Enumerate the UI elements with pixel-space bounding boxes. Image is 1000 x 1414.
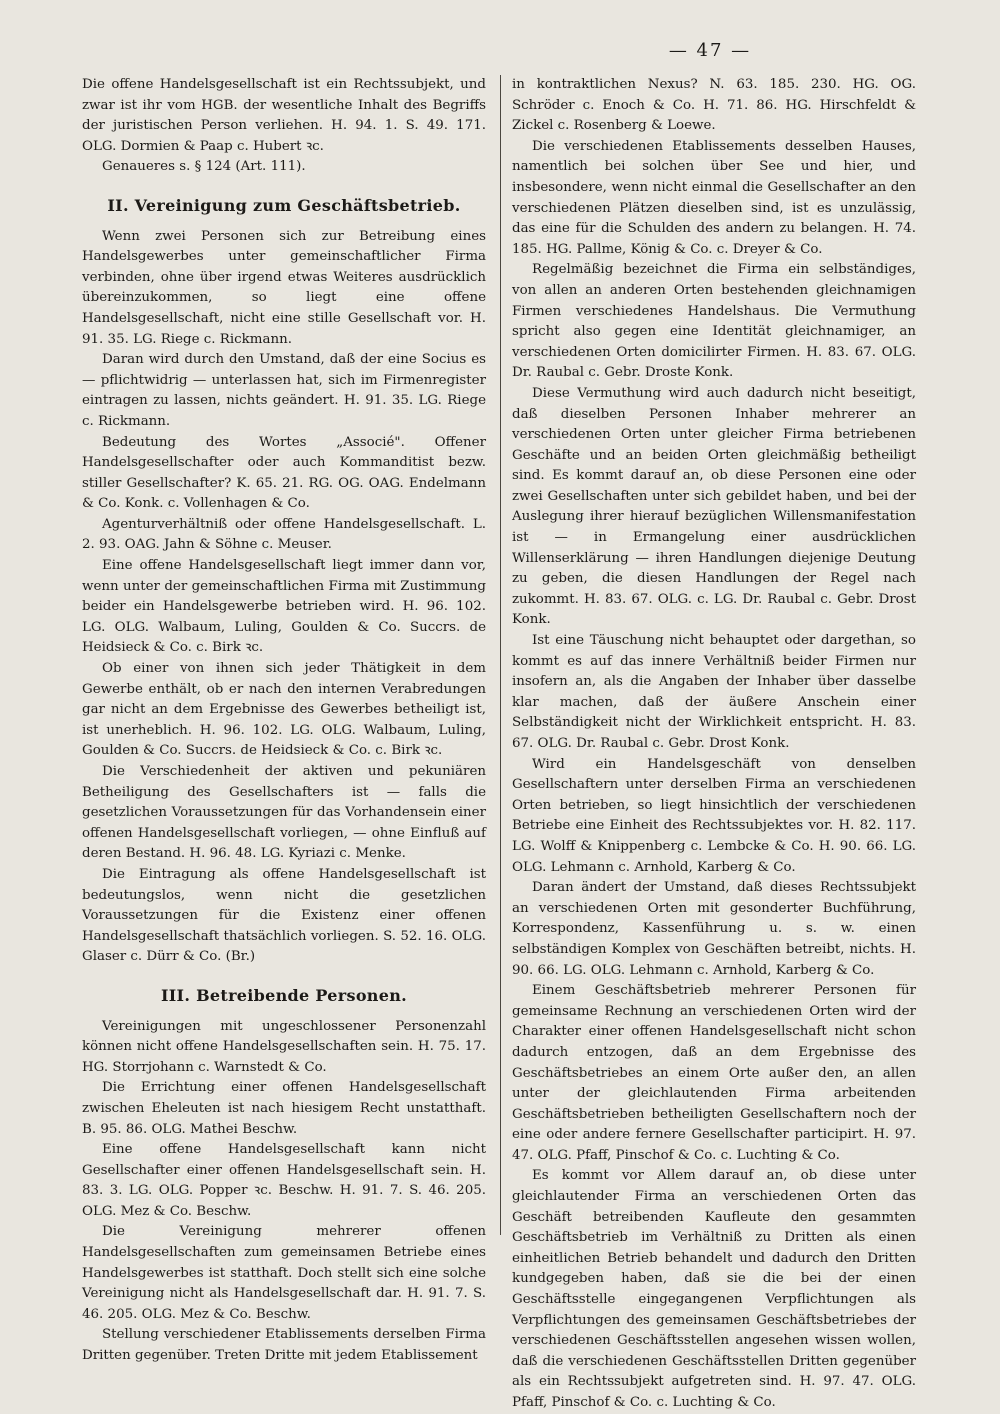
paragraph: Diese Vermuthung wird auch dadurch nicht beseitigt, daß dieselben Personen Inhaber mehrerer an verschiedenen Orten unter gleicher Firma betriebenen Geschäfte und an beiden Orten gleichmäßig betheiligt sind. Es kommt darauf an, ob diese Personen eine oder zwei Gesellschaften unter sich gebildet haben, und bei der Auslegung ihrer hierauf bezüglichen Willensmanifestation ist — in Ermangelung einer ausdrücklichen Willenserklärung — ihren Handlungen diejenige Deutung zu geben, die diesen Handlungen der Regel nach zukommt. H. 83. 67. OLG. c. LG. Dr. Raubal c. Gebr. Drost Konk. [512,385,916,628]
paragraph: Es kommt vor Allem darauf an, ob diese unter gleichlautender Firma an verschiedenen Orten das Geschäft betreibenden Kaufleute den gesammten Geschäftsbetrieb im Verhältniß zu Dritten als einen einheitlichen Betrieb behandelt und dadurch den Dritten kundgegeben haben, daß sie die bei der einen Geschäftsstelle eingegangenen Verpflichtungen als Verpflichtungen des gemeinsamen Geschäftsbetriebes der verschiedenen Geschäftsstellen angesehen wissen wollen, daß die verschiedenen Geschäftsstellen Dritten gegenüber als ein Rechtssubjekt aufgetreten sind. H. 97. 47. OLG. Pfaff, Pinschof & Co. c. Luchting & Co. [512,1168,916,1410]
paragraph: Stellung verschiedener Etablissements derselben Firma Dritten gegenüber. Treten Dritte mit jedem Etablissement [82,1327,486,1364]
paragraph: Daran wird durch den Umstand, daß der eine Socius es — pflichtwidrig — unterlassen hat, sich im Firmenregister eintragen zu lassen, nichts geändert. H. 91. 35. LG. Riege c. Rickmann. [82,352,486,429]
left-column [82,75,486,1367]
paragraph: Ist eine Täuschung nicht behauptet oder dargethan, so kommt es auf das innere Verhältniß beider Firmen nur insofern an, als die Angaben der Inhaber über dasselbe klar machen, daß der äußere Anschein einer Selbständigkeit nicht der Wirklichkeit entspricht. H. 83. 67. OLG. Dr. Raubal c. Gebr. Drost Konk. [512,633,916,751]
paragraph: in kontraktlichen Nexus? N. 63. 185. 230. HG. OG. Schröder c. Enoch & Co. H. 71. 86. HG. Hirschfeldt & Zickel c. Rosenberg & Loewe. [512,77,916,134]
paragraph: Eine offene Handelsgesellschaft kann nicht Gesellschafter einer offenen Handelsgesellschaft sein. H. 83. 3. LG. OLG. Popper ꝛc. Beschw. H. 91. 7. S. 46. 205. OLG. Mez & Co. Beschw. [82,1142,486,1219]
paragraph: Bedeutung des Wortes „Associé". Offener Handelsgesellschafter oder auch Kommanditist bezw. stiller Gesellschafter? K. 65. 21. RG. OG. OAG. Endelmann & Co. Konk. c. Vollenhagen & Co. [82,434,486,512]
paragraph: Ob einer von ihnen sich jeder Thätigkeit in dem Gewerbe enthält, ob er nach den internen Verabredungen gar nicht an dem Ergebnisse des Gewerbes betheiligt ist, ist unerheblich. H. 96. 102. LG. OLG. Walbaum, Luling, Goulden & Co. Succrs. de Heidsieck & Co. c. Birk ꝛc. [82,661,486,759]
paragraph: Die Errichtung einer offenen Handelsgesellschaft zwischen Eheleuten ist nach hiesigem Recht unstatthaft. B. 95. 86. OLG. Mathei Beschw. [82,1080,486,1137]
paragraph: Die Verschiedenheit der aktiven und pekuniären Betheiligung des Gesellschafters ist — falls die gesetzlichen Voraussetzungen für das Vorhandensein einer offenen Handelsgesellschaft vorliegen, — ohne Einfluß auf deren Bestand. H. 96. 48. LG. Kyriazi c. Menke. [82,764,486,862]
paragraph: Agenturverhältniß oder offene Handelsgesellschaft. L. 2. 93. OAG. Jahn & Söhne c. Meuser. [82,516,486,553]
paragraph: Die Vereinigung mehrerer offenen Handelsgesellschaften zum gemeinsamen Betriebe eines Handelsgewerbes ist statthaft. Doch stellt sich eine solche Vereinigung nicht als Handelsgesellschaft dar. H. 91. 7. S. 46. 205. OLG. Mez & Co. Beschw. [82,1224,486,1322]
paragraph: Wenn zwei Personen sich zur Betreibung eines Handelsgewerbes unter gemeinschaftlicher Firma verbinden, ohne über irgend etwas Weiteres ausdrücklich übereinzukommen, so liegt eine offene Handelsgesellschaft, nicht eine stille Gesellschaft vor. H. 91. 35. LG. Riege c. Rickmann. [82,228,486,347]
paragraph: Eine offene Handelsgesellschaft liegt immer dann vor, wenn unter der gemeinschaftlichen Firma mit Zustimmung beider ein Handelsgewerbe betrieben wird. H. 96. 102. LG. OLG. Walbaum, Luling, Goulden & Co. Succrs. de Heidsieck & Co. c. Birk ꝛc. [82,558,486,656]
paragraph: Regelmäßig bezeichnet die Firma ein selbständiges, von allen an anderen Orten bestehenden gleichnamigen Firmen verschiedenes Handelshaus. Die Vermuthung spricht also gegen eine Identität gleichnamiger, an verschiedenen Orten domicilirter Firmen. H. 83. 67. OLG. Dr. Raubal c. Gebr. Droste Konk. [512,262,916,381]
page-number: — 47 — [668,40,752,61]
section-heading: II. Vereinigung zum Geschäftsbetrieb. [107,195,461,215]
paragraph: Genaueres s. § 124 (Art. 111). [102,159,306,175]
paragraph: Wird ein Handelsgeschäft von denselben Gesellschaftern unter derselben Firma an verschiedenen Orten betrieben, so liegt hinsichtlich der verschiedenen Betriebe eine Einheit des Rechtssubjektes vor. H. 82. 117. LG. Wolff & Knippenberg c. Lembcke & Co. H. 90. 66. LG. OLG. Lehmann c. Arnhold, Karberg & Co. [512,756,916,875]
paragraph: Die offene Handelsgesellschaft ist ein Rechtssubjekt, und zwar ist ihr vom HGB. der wesentliche Inhalt des Begriffs der juristischen Person verliehen. H. 94. 1. S. 49. 171. OLG. Dormien & Paap c. Hubert ꝛc. [82,77,486,154]
paragraph: Vereinigungen mit ungeschlossener Personenzahl können nicht offene Handelsgesellschaften sein. H. 75. 17. HG. Storrjohann c. Warnstedt & Co. [82,1018,486,1075]
paragraph: Einem Geschäftsbetrieb mehrerer Personen für gemeinsame Rechnung an verschiedenen Orten wird der Charakter einer offenen Handelsgesellschaft nicht schon dadurch entzogen, daß an dem Ergebnisse des Geschäftsbetriebes an einem Orte außer den, an allen unter der gleichlautenden Firma arbeitenden Geschäftsbetrieben betheiligten Gesellschaftern noch der eine oder andere fernere Gesellschafter participirt. H. 97. 47. OLG. Pfaff, Pinschof & Co. c. Luchting & Co. [512,983,916,1163]
right-column [512,75,916,1414]
column-divider [500,75,501,1235]
paragraph: Die verschiedenen Etablissements desselben Hauses, namentlich bei solchen über See und hier, und insbesondere, wenn nicht einmal die Gesellschafter an den verschiedenen Plätzen dieselben sind, ist es unzulässig, das eine für die Schulden des andern zu belangen. H. 74. 185. HG. Pallme, König & Co. c. Dreyer & Co. [512,138,916,257]
paragraph: Die Eintragung als offene Handelsgesellschaft ist bedeutungslos, wenn nicht die gesetzlichen Voraussetzungen für die Existenz einer offenen Handelsgesellschaft thatsächlich vorliegen. S. 52. 16. OLG. Glaser c. Dürr & Co. (Br.) [82,866,486,965]
paragraph: Daran ändert der Umstand, daß dieses Rechtssubjekt an verschiedenen Orten mit gesonderter Buchführung, Korrespondenz, Kassenführung u. s. w. einen selbständigen Komplex von Geschäften betreibt, nichts. H. 90. 66. LG. OLG. Lehmann c. Arnhold, Karberg & Co. [512,880,916,978]
section-heading: III. Betreibende Personen. [160,985,408,1005]
